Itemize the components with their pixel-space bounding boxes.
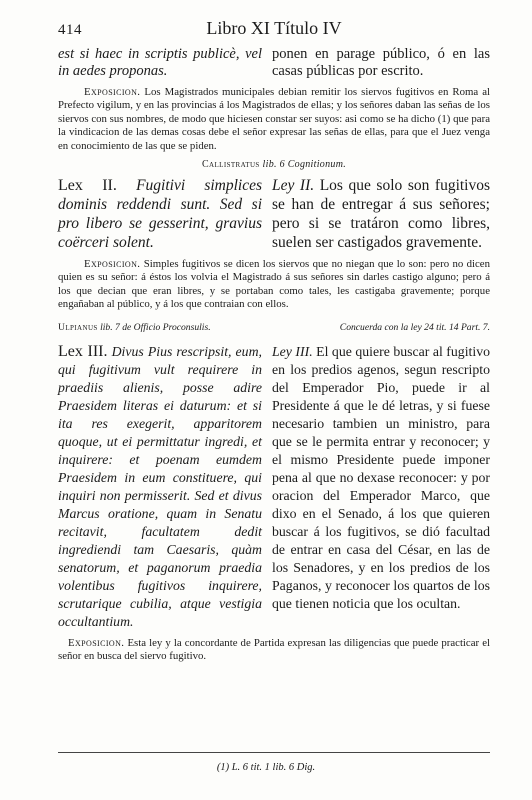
page-header	[58, 18, 490, 44]
exposicion-paragraph	[58, 86, 490, 153]
lex-ii-latin-label: Lex II.	[58, 177, 117, 195]
lex-iii-latin-label: Lex III.	[58, 342, 108, 360]
exposicion-label: Exposicion.	[68, 636, 125, 649]
footnote-text: (1) L. 6 tit. 1 lib. 6 Dig.	[216, 762, 316, 773]
footnote	[0, 762, 532, 773]
source-citation	[58, 159, 490, 170]
exposicion-text: Simples fugitivos se dicen los siervos que no niegan que lo son: pero no dicen quien es su señor: á éstos los volvia el Magistrado á sus señores sin darles castigo alguno; pero á los que decian que eran libres, y se portaban como tales, les castigaba gravemente; porque engañaban al público, y á los que contraian con ellos.	[58, 258, 490, 311]
lex-iii-latin	[58, 343, 262, 631]
lex-ii-spanish-label: Ley II.	[272, 177, 315, 195]
source-work: lib. 6 Cognitionum.	[262, 159, 347, 171]
page	[58, 18, 490, 663]
lex-iii-spanish	[272, 343, 490, 631]
page-number: 414	[58, 22, 82, 38]
source-citations	[58, 322, 490, 333]
section-continuation	[58, 46, 490, 80]
exposicion-paragraph-3	[58, 637, 490, 664]
exposicion-label: Exposicion.	[84, 258, 141, 271]
latin-text: est si haec in scriptis publicè, vel in aedes proponas.	[58, 46, 262, 79]
source-left-author: Ulpianus	[58, 321, 98, 333]
lex-iii	[58, 343, 490, 631]
running-title: Libro XI Título IV	[206, 18, 342, 38]
source-author: Callistratus	[201, 159, 260, 171]
exposicion-text: Los Magistrados municipales debian remitir los siervos fugitivos en Roma al Prefecto vigilum, y en las provincias á los Magistrados de ellas; y los señores daban las señas de los siervos con sus nombres, de modo que hiciesen constar ser suyos: asi como se ha dicho (1) que para la vindicacion de las demas cosas debe el señor expresar las señas de ellas, para que el Juez venga en conocimiento de las que se piden.	[58, 86, 491, 152]
lex-ii	[58, 176, 490, 252]
exposicion-text: Esta ley y la concordante de Partida expresan las diligencias que puede practicar el señor en busca del siervo fugitivo.	[58, 636, 490, 663]
lex-iii-spanish-label: Ley III.	[272, 343, 313, 359]
lex-iii-spanish-text: El que quiere buscar al fugitivo en los predios agenos, segun rescripto del Emperador Pio, puede ir al Presidente á que le dé letras, y si fuese necesario tambien un ministro, para que se le permita entrar y reconocer; y el mismo Presidente puede imponer pena al que no dexase reconocer: y por oracion del Emperador Marco, que dixo en el Senado, á los que quieren buscar á los fugitivos, se dió facultad de entrar en casa del César, en las de los Senadores, y en los predios de los Paganos, y reconocer los quartos de los que tienen noticia que los ocultan.	[272, 343, 490, 611]
lex-ii-spanish-text: Los que solo son fugitivos se han de entregar á sus señores; pero si se tratáron como libres, suelen ser castigados gravemente.	[272, 177, 491, 252]
lex-ii-latin-text: Fugitivi simplices dominis reddendi sunt. Sed si pro libero se gesserint, gravius coërceri solent.	[58, 177, 263, 252]
exposicion-paragraph-2	[58, 258, 490, 312]
spanish-text: ponen en parage público, ó en las casas públicas por escrito.	[272, 46, 490, 79]
lex-iii-latin-text: Divus Pius rescripsit, eum, qui fugitivum vult requirere in praediis alienis, posse adire Praesidem literas ei daturum: et si ita res exegerit, apparitorem quoque, ut ei permittatur ingredi, et inquirere: et poenam eumdem Praesidem in eum constituere, qui inquiri non permisserit. Sed et divus Marcus oratione, quam in Senatu recitavit, facultatem dedit ingrediendi tam Caesaris, quàm senatorum, et paganorum praedia volentibus fugitivos inquirere, scrutarique cubilia, atque vestigia occultantium.	[58, 343, 262, 629]
source-left-work: lib. 7 de Officio Proconsulis.	[100, 321, 211, 333]
source-left	[58, 322, 211, 333]
footnote-rule	[58, 752, 490, 753]
source-right-concordance: Concuerda con la ley 24 tit. 14 Part. 7.	[339, 321, 490, 333]
lex-ii-latin	[58, 176, 262, 252]
exposicion-label: Exposicion.	[84, 86, 141, 98]
lex-ii-spanish	[272, 176, 490, 252]
